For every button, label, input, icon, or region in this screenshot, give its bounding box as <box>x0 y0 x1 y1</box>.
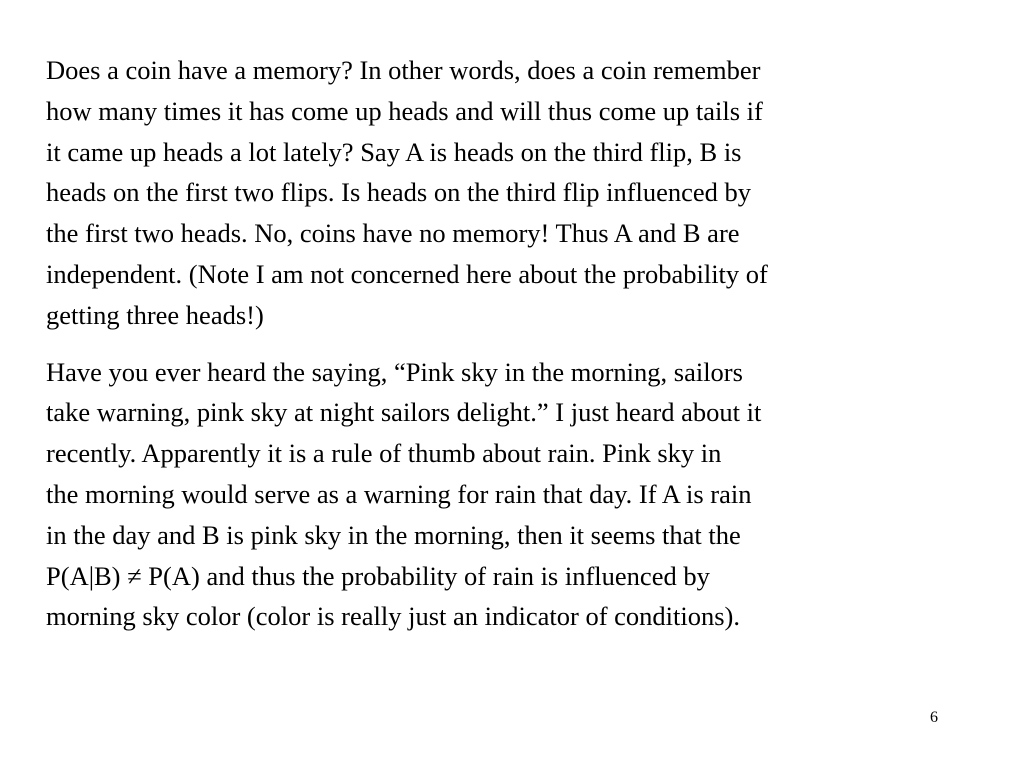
page-number: 6 <box>930 709 938 726</box>
paragraph-coin-memory <box>46 50 986 336</box>
text-line: Have you ever heard the saying, “Pink sky in the morning, sailors <box>46 356 743 387</box>
text-line: heads on the first two flips. Is heads on the third flip influenced by <box>46 177 752 208</box>
text-line: how many times it has come up heads and will thus come up tails if <box>46 95 763 126</box>
text-line: Does a coin have a memory? In other words, does a coin remember <box>46 55 761 85</box>
text-line: it came up heads a lot lately? Say A is heads on the third flip, B is <box>46 136 742 167</box>
text-line: independent. (Note I am not concerned here about the probability of <box>46 258 768 289</box>
text-line: recently. Apparently it is a rule of thumb about rain. Pink sky in <box>46 438 722 469</box>
paragraph-pink-sky <box>46 352 986 638</box>
text-line: the morning would serve as a warning for rain that day. If A is rain <box>46 478 752 509</box>
text-line: getting three heads!) <box>46 299 264 330</box>
text-line: P(A|B) ≠ P(A) and thus the probability of rain is influenced by <box>46 560 710 591</box>
text-line: morning sky color (color is really just an indicator of conditions). <box>46 601 741 632</box>
slide-body-text <box>46 50 986 637</box>
text-line: the first two heads. No, coins have no memory! Thus A and B are <box>46 218 740 249</box>
text-line: take warning, pink sky at night sailors delight.” I just heard about it <box>46 397 762 428</box>
text-line: in the day and B is pink sky in the morning, then it seems that the <box>46 519 741 550</box>
